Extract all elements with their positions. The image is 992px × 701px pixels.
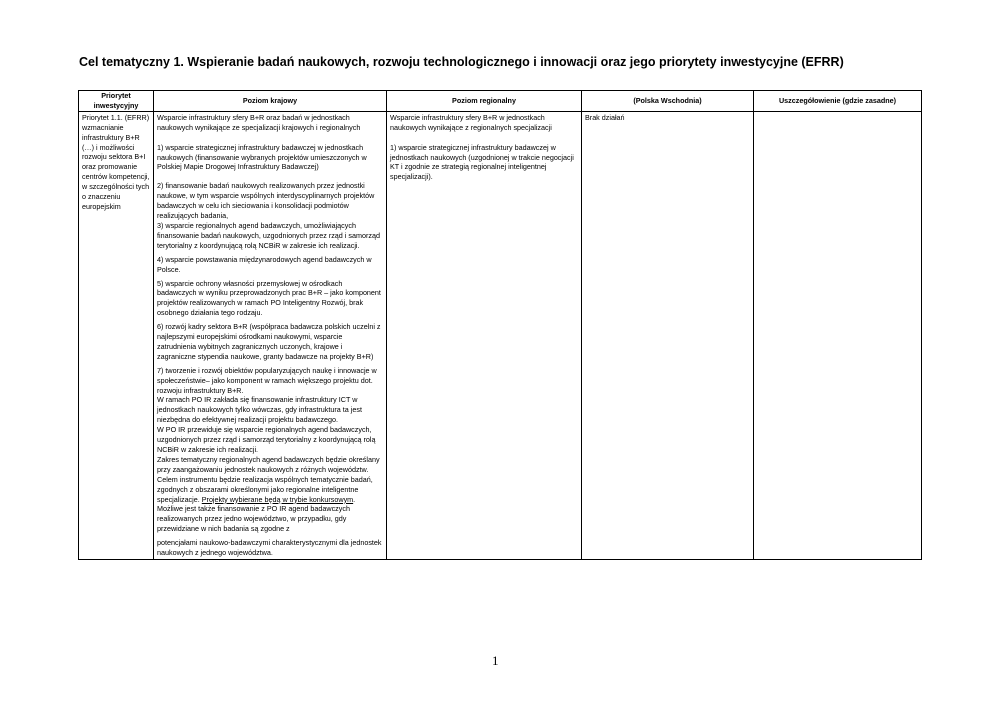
regional-intro: Wsparcie infrastruktury sfery B+R w jednostkach naukowych wynikające z regionalnych specjalizacji xyxy=(390,112,552,132)
national-paragraph-agendas: W PO IR przewiduje się wsparcie regionalnych agend badawczych, uzgodnionych przez rząd i samorząd terytorialny z koordynującą rolą NCBiR w zakresie ich realizacji. xyxy=(157,425,376,454)
header-national: Poziom krajowy xyxy=(154,91,387,112)
national-paragraph-scope xyxy=(157,455,383,505)
header-detail: Uszczegółowienie (gdzie zasadne) xyxy=(754,91,922,112)
header-eastern: (Polska Wschodnia) xyxy=(582,91,754,112)
header-priority: Priorytet inwestycyjny xyxy=(79,91,154,112)
header-regional: Poziom regionalny xyxy=(387,91,582,112)
regional-item-1: 1) wsparcie strategicznej infrastruktury badawczej w jednostkach naukowych (uzgodnionej w trakcie negocjacji KT i zgodnie ze strategią regionalnej inteligentnej specjalizacji). xyxy=(390,142,574,182)
priority-table xyxy=(78,90,922,560)
national-intro: Wsparcie infrastruktury sfery B+R oraz badań w jednostkach naukowych wynikające ze specjalizacji krajowych i regionalnych xyxy=(157,112,361,132)
national-item-5: 5) wsparcie ochrony własności przemysłowej w ośrodkach badawczych w wyniku przeprowadzonych prac B+R – jako komponent projektów realizowanych w ramach PO Inteligentny Rozwój, brak osobnego działania tego rodzaju. xyxy=(157,278,381,318)
page-title: Cel tematyczny 1. Wspieranie badań naukowych, rozwoju technologicznego i innowacji oraz jego priorytety inwestycyjne (EFRR) xyxy=(79,55,844,69)
national-paragraph-potential: potencjałami naukowo-badawczymi charakterystycznymi dla jednostek naukowych z jednego województwa. xyxy=(157,538,382,558)
table-row xyxy=(79,111,922,559)
national-item-3: 3) wsparcie regionalnych agend badawczych, umożliwiających finansowanie badań naukowych, uzgodnionych przez rząd i samorząd terytorialny z koordynującą rolą NCBiR w zakresie ich realizacji. xyxy=(157,220,380,250)
scope-end: . xyxy=(353,494,356,504)
national-item-7: 7) tworzenie i rozwój obiektów popularyzujących naukę i innowacje w społeczeństwie– jako komponent w ramach większego projektu dot. rozwoju infrastruktury B+R. xyxy=(157,365,377,395)
table-header-row xyxy=(79,91,922,112)
page-number: 1 xyxy=(492,653,499,668)
national-item-6: 6) rozwój kadry sektora B+R (współpraca badawcza polskich uczelni z najlepszymi europejskimi ośrodkami naukowymi, wsparcie zatrudnienia wybitnych zagranicznych uczonych, krajowe i zagraniczne stypendia naukowe, granty badawcze na projekty B+R) xyxy=(157,322,381,361)
cell-priority xyxy=(79,111,154,559)
national-item-2: 2) finansowanie badań naukowych realizowanych przez jednostki naukowe, w tym wsparcie wspólnych interdyscyplinarnych projektów badawczych w celu ich sieciowania i konsolidacji podmiotów realizujących badania, xyxy=(157,181,375,221)
cell-regional xyxy=(387,111,582,559)
national-item-1: 1) wsparcie strategicznej infrastruktury badawczej w jednostkach naukowych (finansowanie wybranych projektów umieszczonych w Polskiej Mapie Drogowej Infrastruktury Badawczej) xyxy=(157,142,367,172)
cell-detail xyxy=(754,111,922,559)
scope-underlined-text: Projekty wybierane będą w trybie konkursowym xyxy=(201,494,354,504)
national-paragraph-ict: W ramach PO IR zakłada się finansowanie infrastruktury ICT w jednostkach naukowych tylko wówczas, gdy infrastruktura ta jest niezbędna do efektywnej realizacji projektu badawczego. xyxy=(157,395,362,425)
national-paragraph-single-region: Możliwe jest także finansowanie z PO IR agend badawczych realizowanych przez jedno województwo, w przypadku, gdy przewidziane w nich badania są zgodne z xyxy=(157,504,350,534)
national-item-4: 4) wsparcie powstawania międzynarodowych agend badawczych w Polsce. xyxy=(157,254,372,274)
scope-text: Zakres tematyczny regionalnych agend badawczych będzie określany przy zaangażowaniu jednostek naukowych z różnych województw. Celem instrumentu będzie realizacja wspólnych tematycznie badań, zgodnych z obszarami określonymi jako regionalne inteligentne specjalizacje. xyxy=(157,454,380,504)
priority-text: Priorytet 1.1. (EFRR) wzmacnianie infrastruktury B+R (…) i możliwości rozwoju sektora B+I oraz promowanie centrów kompetencji, w szczególności tych o znaczeniu europejskim xyxy=(82,112,150,211)
cell-eastern xyxy=(582,111,754,559)
cell-national xyxy=(154,111,387,559)
eastern-text: Brak działań xyxy=(585,112,625,122)
